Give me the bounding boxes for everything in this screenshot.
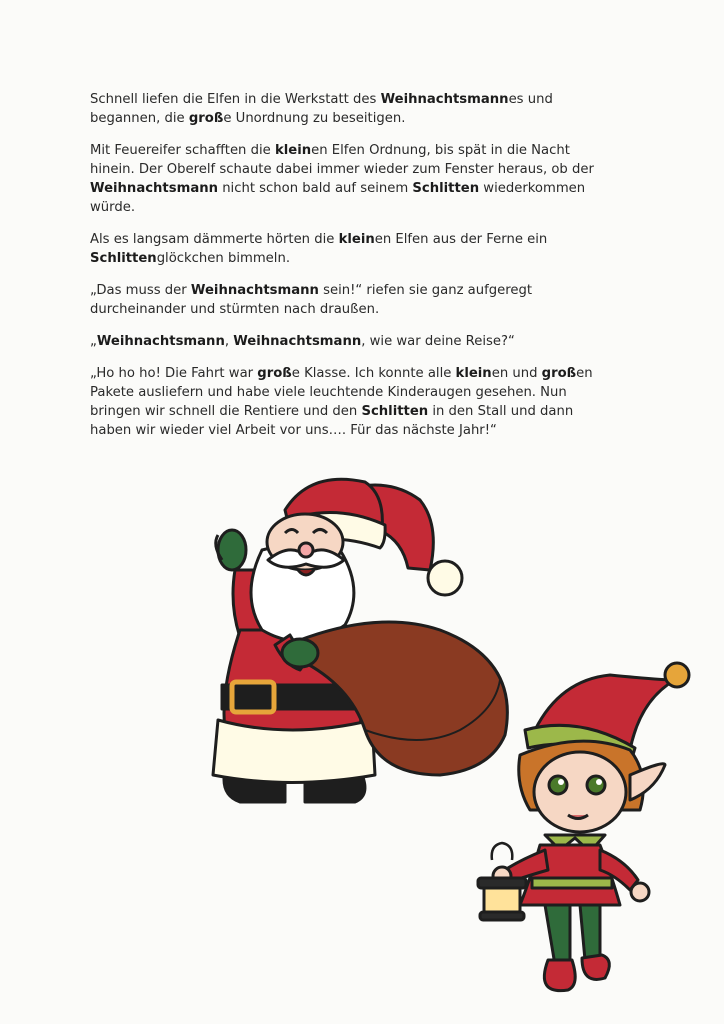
text-segment: e Unordnung zu beseitigen.	[223, 111, 406, 126]
text-segment: ,	[224, 334, 234, 349]
highlighted-word: Weihnachtsmann	[96, 334, 225, 349]
text-segment: Mit Feuereifer schafften die	[90, 143, 275, 158]
highlighted-word: Schlitten	[90, 251, 157, 266]
highlighted-word: klein	[455, 366, 492, 381]
highlighted-word: Weihnachtsmann	[233, 334, 362, 349]
highlighted-word: Schlitten	[412, 181, 480, 196]
story-paragraph	[90, 332, 610, 351]
story-text	[90, 90, 610, 453]
highlighted-word: groß	[541, 366, 577, 381]
text-segment: nicht schon bald auf seinem	[218, 181, 413, 196]
santa-claus-illustration	[213, 479, 507, 802]
christmas-elf-illustration	[478, 663, 689, 991]
story-paragraph	[90, 281, 610, 319]
text-segment: wiederkommen würde.	[90, 181, 586, 215]
text-segment: Schnell liefen die Elfen in die Werkstatt des	[90, 92, 381, 107]
text-segment: sein!“ riefen sie ganz aufgeregt durcheinander und stürmten nach draußen.	[90, 283, 533, 317]
text-segment: en und	[491, 366, 542, 381]
story-paragraph	[90, 90, 610, 128]
text-segment: es und begannen, die	[90, 92, 553, 126]
text-segment: in den Stall und dann haben wir wieder viel Arbeit vor uns…. Für das nächste Jahr!“	[90, 404, 574, 438]
text-segment: en Pakete ausliefern und habe viele leuchtende Kinderaugen gesehen. Nun bringen wir schnell die Rentiere und den	[90, 366, 593, 419]
text-segment: en Elfen Ordnung, bis spät in die Nacht hinein. Der Oberelf schaute dabei immer wieder zum Fenster heraus, ob der	[90, 143, 594, 177]
story-paragraph	[90, 364, 610, 440]
text-segment: Als es langsam dämmerte hörten die	[90, 232, 339, 247]
highlighted-word: Weihnachtsmann	[190, 283, 319, 298]
text-segment: „Das muss der	[90, 283, 191, 298]
text-segment: e Klasse. Ich konnte alle	[291, 366, 456, 381]
highlighted-word: klein	[274, 143, 312, 158]
highlighted-word: groß	[188, 111, 224, 126]
highlighted-word: Schlitten	[361, 404, 429, 419]
highlighted-word: Weihnachtsmann	[380, 92, 509, 107]
text-segment: „Ho ho ho! Die Fahrt war	[90, 366, 258, 381]
highlighted-word: klein	[338, 232, 375, 247]
highlighted-word: Weihnachtsmann	[90, 181, 218, 196]
story-paragraph	[90, 141, 610, 217]
text-segment: „	[90, 334, 97, 349]
highlighted-word: groß	[257, 366, 292, 381]
text-segment: en Elfen aus der Ferne ein	[374, 232, 548, 247]
story-paragraph	[90, 230, 610, 268]
text-segment: glöckchen bimmeln.	[156, 251, 291, 266]
text-segment: , wie war deine Reise?“	[361, 334, 515, 349]
christmas-illustration	[0, 430, 724, 1024]
